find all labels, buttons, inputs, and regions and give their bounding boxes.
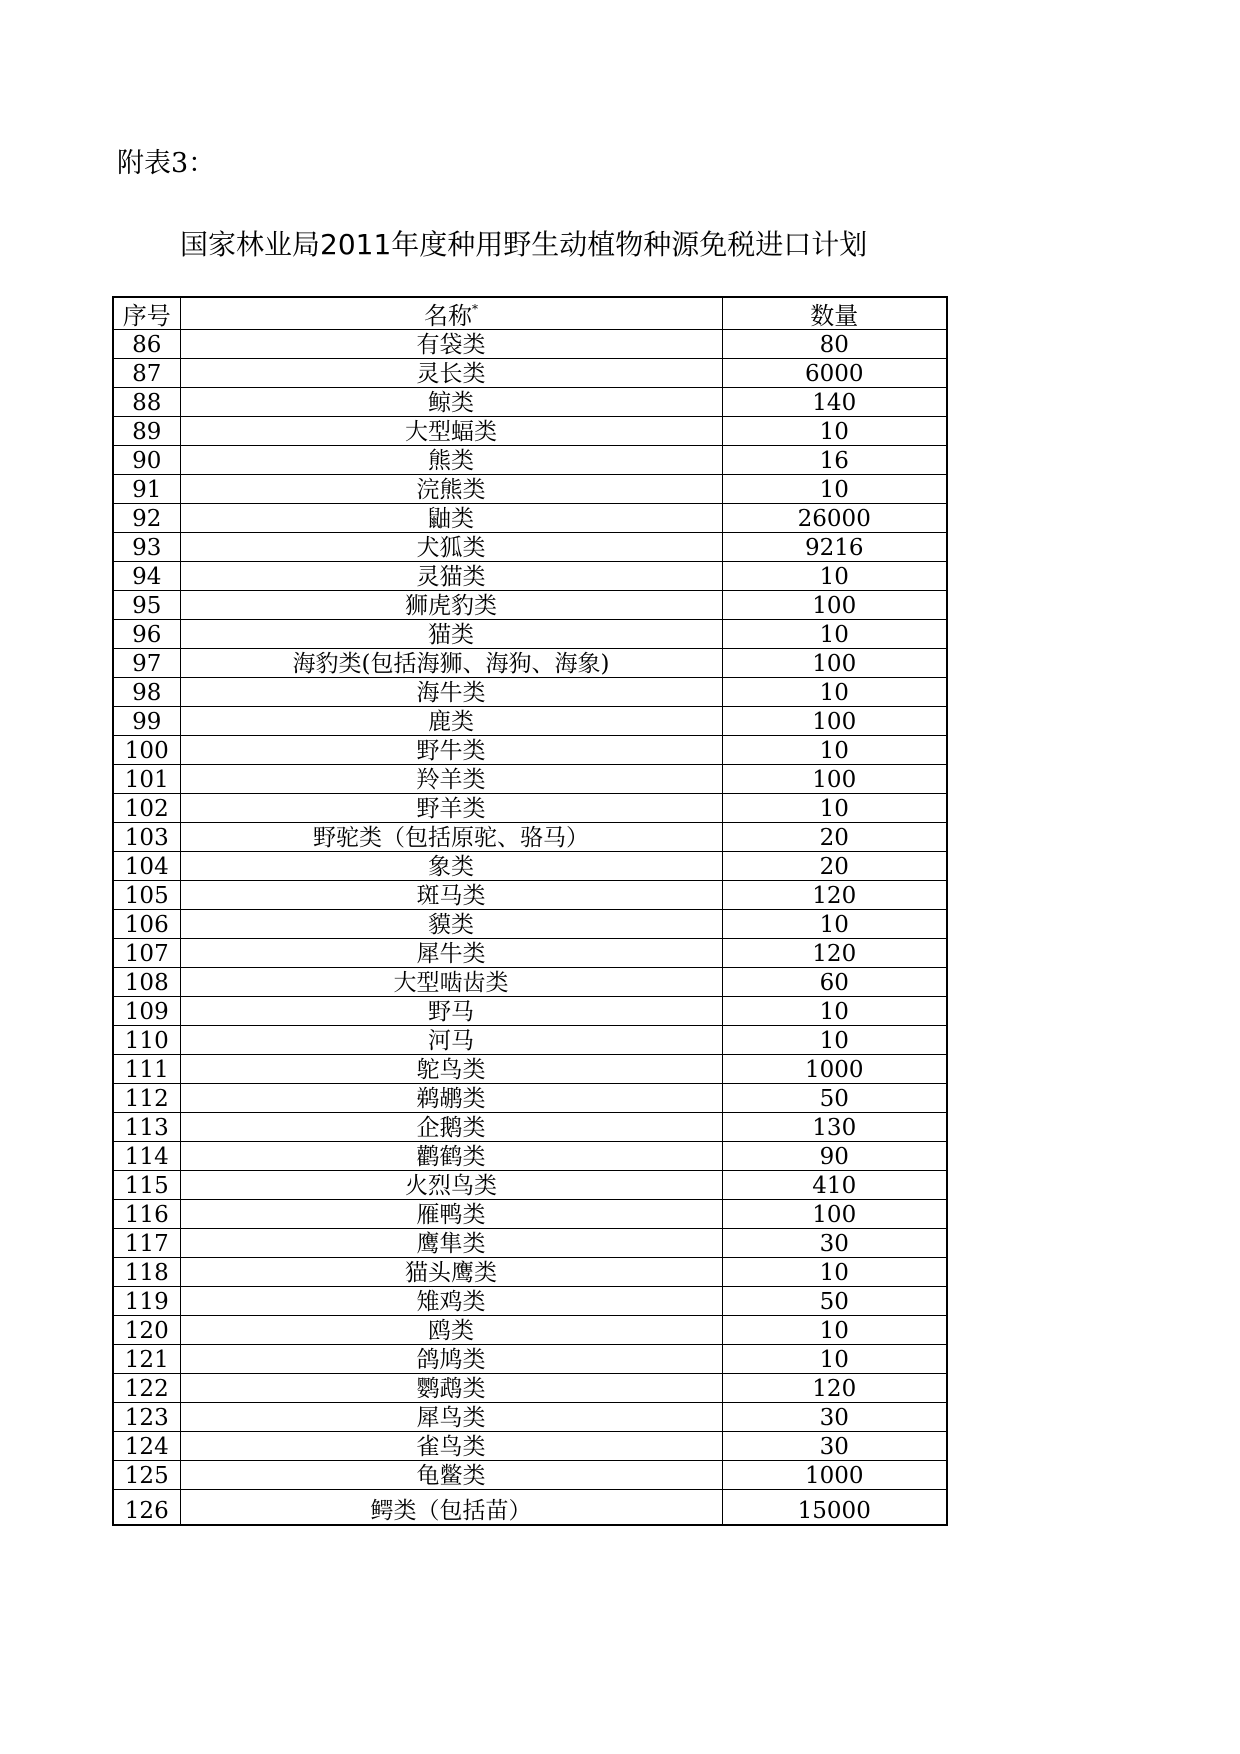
row-qty-cell: 10	[722, 475, 947, 504]
row-qty-cell: 1000	[722, 1461, 947, 1490]
table-row	[113, 1345, 947, 1374]
table-row	[113, 881, 947, 910]
row-qty-cell: 1000	[722, 1055, 947, 1084]
row-qty-cell: 10	[722, 910, 947, 939]
row-qty-cell: 10	[722, 562, 947, 591]
row-name-cell: 羚羊类	[180, 765, 722, 794]
table-row	[113, 997, 947, 1026]
row-qty-cell: 15000	[722, 1490, 947, 1526]
row-qty-cell: 30	[722, 1403, 947, 1432]
row-seq-cell: 122	[113, 1374, 180, 1403]
row-qty-cell: 20	[722, 823, 947, 852]
row-name-cell: 斑马类	[180, 881, 722, 910]
table-row	[113, 678, 947, 707]
row-qty-cell: 80	[722, 330, 947, 359]
row-seq-cell: 97	[113, 649, 180, 678]
row-seq-cell: 115	[113, 1171, 180, 1200]
header-qty: 数量	[722, 297, 947, 330]
row-qty-cell: 26000	[722, 504, 947, 533]
table-row	[113, 591, 947, 620]
row-seq-cell: 94	[113, 562, 180, 591]
row-seq-cell: 89	[113, 417, 180, 446]
table-row	[113, 620, 947, 649]
row-seq-cell: 125	[113, 1461, 180, 1490]
row-qty-cell: 100	[722, 1200, 947, 1229]
row-name-cell: 鲸类	[180, 388, 722, 417]
row-qty-cell: 16	[722, 446, 947, 475]
row-name-cell: 犬狐类	[180, 533, 722, 562]
row-seq-cell: 93	[113, 533, 180, 562]
row-qty-cell: 410	[722, 1171, 947, 1200]
document-title: 国家林业局2011年度种用野生动植物种源免税进口计划	[180, 228, 868, 261]
row-qty-cell: 140	[722, 388, 947, 417]
row-seq-cell: 114	[113, 1142, 180, 1171]
row-name-cell: 海豹类(包括海狮、海狗、海象)	[180, 649, 722, 678]
row-qty-cell: 10	[722, 997, 947, 1026]
row-name-cell: 鹿类	[180, 707, 722, 736]
table-row	[113, 736, 947, 765]
row-name-cell: 鹰隼类	[180, 1229, 722, 1258]
row-qty-cell: 100	[722, 765, 947, 794]
row-seq-cell: 103	[113, 823, 180, 852]
row-qty-cell: 10	[722, 1026, 947, 1055]
row-qty-cell: 100	[722, 649, 947, 678]
row-name-cell: 熊类	[180, 446, 722, 475]
row-name-cell: 猫类	[180, 620, 722, 649]
header-name-footnote-mark: *	[472, 302, 478, 316]
row-seq-cell: 92	[113, 504, 180, 533]
row-qty-cell: 100	[722, 591, 947, 620]
row-seq-cell: 107	[113, 939, 180, 968]
row-qty-cell: 10	[722, 620, 947, 649]
row-name-cell: 河马	[180, 1026, 722, 1055]
row-name-cell: 雉鸡类	[180, 1287, 722, 1316]
row-seq-cell: 119	[113, 1287, 180, 1316]
row-seq-cell: 105	[113, 881, 180, 910]
row-qty-cell: 9216	[722, 533, 947, 562]
row-name-cell: 鹳鹤类	[180, 1142, 722, 1171]
row-name-cell: 鹈鹕类	[180, 1084, 722, 1113]
row-name-cell: 猫头鹰类	[180, 1258, 722, 1287]
row-seq-cell: 102	[113, 794, 180, 823]
row-name-cell: 灵猫类	[180, 562, 722, 591]
row-seq-cell: 126	[113, 1490, 180, 1526]
table-row	[113, 968, 947, 997]
annex-label: 附表3：	[117, 148, 216, 179]
row-name-cell: 野马	[180, 997, 722, 1026]
row-seq-cell: 99	[113, 707, 180, 736]
table-row	[113, 1229, 947, 1258]
table-row	[113, 1461, 947, 1490]
table-row	[113, 533, 947, 562]
row-qty-cell: 50	[722, 1084, 947, 1113]
row-name-cell: 貘类	[180, 910, 722, 939]
row-seq-cell: 100	[113, 736, 180, 765]
table-row	[113, 1258, 947, 1287]
row-name-cell: 大型啮齿类	[180, 968, 722, 997]
row-name-cell: 鹦鹉类	[180, 1374, 722, 1403]
row-name-cell: 浣熊类	[180, 475, 722, 504]
row-seq-cell: 108	[113, 968, 180, 997]
row-name-cell: 雁鸭类	[180, 1200, 722, 1229]
table-row	[113, 765, 947, 794]
header-row	[113, 297, 947, 330]
row-seq-cell: 101	[113, 765, 180, 794]
table-row	[113, 649, 947, 678]
row-seq-cell: 123	[113, 1403, 180, 1432]
row-seq-cell: 120	[113, 1316, 180, 1345]
row-name-cell: 鸥类	[180, 1316, 722, 1345]
row-name-cell: 灵长类	[180, 359, 722, 388]
row-qty-cell: 6000	[722, 359, 947, 388]
row-name-cell: 野羊类	[180, 794, 722, 823]
table-row	[113, 1403, 947, 1432]
row-qty-cell: 10	[722, 1258, 947, 1287]
table-row	[113, 562, 947, 591]
table-row	[113, 794, 947, 823]
row-seq-cell: 106	[113, 910, 180, 939]
row-seq-cell: 86	[113, 330, 180, 359]
row-seq-cell: 104	[113, 852, 180, 881]
row-qty-cell: 10	[722, 678, 947, 707]
row-seq-cell: 88	[113, 388, 180, 417]
row-name-cell: 野驼类（包括原驼、骆马）	[180, 823, 722, 852]
table-row	[113, 1084, 947, 1113]
row-seq-cell: 116	[113, 1200, 180, 1229]
table-row	[113, 1200, 947, 1229]
row-seq-cell: 95	[113, 591, 180, 620]
row-seq-cell: 124	[113, 1432, 180, 1461]
row-seq-cell: 112	[113, 1084, 180, 1113]
row-seq-cell: 117	[113, 1229, 180, 1258]
row-qty-cell: 10	[722, 417, 947, 446]
row-qty-cell: 130	[722, 1113, 947, 1142]
table-row	[113, 504, 947, 533]
table-row	[113, 1142, 947, 1171]
row-qty-cell: 30	[722, 1229, 947, 1258]
row-seq-cell: 87	[113, 359, 180, 388]
row-qty-cell: 120	[722, 939, 947, 968]
row-name-cell: 火烈鸟类	[180, 1171, 722, 1200]
table-row	[113, 475, 947, 504]
row-qty-cell: 90	[722, 1142, 947, 1171]
header-seq: 序号	[113, 297, 180, 330]
row-qty-cell: 120	[722, 1374, 947, 1403]
table-row	[113, 852, 947, 881]
header-name	[180, 297, 722, 330]
row-name-cell: 有袋类	[180, 330, 722, 359]
row-seq-cell: 113	[113, 1113, 180, 1142]
row-qty-cell: 10	[722, 1345, 947, 1374]
table-row	[113, 1026, 947, 1055]
row-qty-cell: 60	[722, 968, 947, 997]
row-name-cell: 海牛类	[180, 678, 722, 707]
row-name-cell: 象类	[180, 852, 722, 881]
table-row	[113, 1374, 947, 1403]
row-seq-cell: 98	[113, 678, 180, 707]
table-row	[113, 1316, 947, 1345]
table-row	[113, 330, 947, 359]
table-row	[113, 1287, 947, 1316]
row-name-cell: 企鹅类	[180, 1113, 722, 1142]
row-qty-cell: 120	[722, 881, 947, 910]
row-seq-cell: 90	[113, 446, 180, 475]
row-name-cell: 犀牛类	[180, 939, 722, 968]
row-seq-cell: 118	[113, 1258, 180, 1287]
table-body	[113, 330, 947, 1526]
row-qty-cell: 10	[722, 794, 947, 823]
table-row	[113, 910, 947, 939]
table-row	[113, 417, 947, 446]
row-qty-cell: 10	[722, 1316, 947, 1345]
row-name-cell: 鳄类（包括苗）	[180, 1490, 722, 1526]
row-qty-cell: 20	[722, 852, 947, 881]
row-seq-cell: 109	[113, 997, 180, 1026]
table-row	[113, 1432, 947, 1461]
row-name-cell: 大型蝠类	[180, 417, 722, 446]
table-row	[113, 1490, 947, 1526]
table-row	[113, 707, 947, 736]
table-row	[113, 939, 947, 968]
table-row	[113, 359, 947, 388]
table-row	[113, 1055, 947, 1084]
row-seq-cell: 121	[113, 1345, 180, 1374]
table-row	[113, 1171, 947, 1200]
row-seq-cell: 110	[113, 1026, 180, 1055]
import-plan-table	[112, 296, 948, 1526]
row-name-cell: 狮虎豹类	[180, 591, 722, 620]
table-row	[113, 388, 947, 417]
row-name-cell: 雀鸟类	[180, 1432, 722, 1461]
row-seq-cell: 91	[113, 475, 180, 504]
table-header	[113, 297, 947, 330]
table-row	[113, 446, 947, 475]
row-name-cell: 野牛类	[180, 736, 722, 765]
row-name-cell: 鸽鸠类	[180, 1345, 722, 1374]
row-name-cell: 犀鸟类	[180, 1403, 722, 1432]
header-name-label: 名称	[424, 302, 472, 330]
row-seq-cell: 96	[113, 620, 180, 649]
row-name-cell: 鸵鸟类	[180, 1055, 722, 1084]
row-seq-cell: 111	[113, 1055, 180, 1084]
row-qty-cell: 30	[722, 1432, 947, 1461]
row-qty-cell: 10	[722, 736, 947, 765]
row-qty-cell: 100	[722, 707, 947, 736]
table-row	[113, 1113, 947, 1142]
row-name-cell: 龟鳖类	[180, 1461, 722, 1490]
row-qty-cell: 50	[722, 1287, 947, 1316]
row-name-cell: 鼬类	[180, 504, 722, 533]
table-row	[113, 823, 947, 852]
